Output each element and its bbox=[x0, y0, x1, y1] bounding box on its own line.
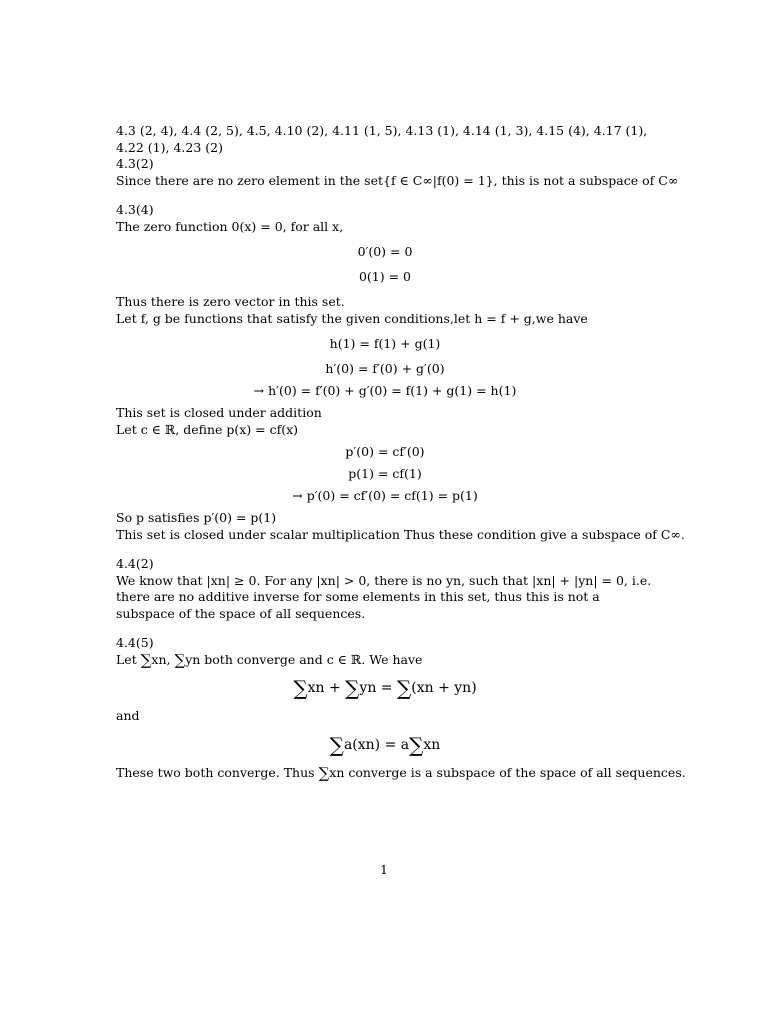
document-body bbox=[116, 123, 686, 782]
equation-h-implication: → h′(0) = f′(0) + g′(0) = f(1) + g(1) = h(1) bbox=[253, 383, 517, 398]
sigma-symbol: ∑ bbox=[409, 732, 424, 757]
series-conclusion-text: These two both converge. Thus ∑xn converge is a subspace of the space of all sequences. bbox=[116, 763, 686, 782]
equation-p-derivative: p′(0) = cf′(0) bbox=[345, 444, 425, 459]
sigma-symbol: ∑ bbox=[396, 676, 412, 700]
section-4-4-2-text: We know that |xn| ≥ 0. For any |xn| > 0, there is no yn, such that |xn| + |yn| = 0, i.e. there are no additive inverse for some elements in this set, thus this is not a subspace of the space of all sequences. bbox=[116, 572, 652, 621]
section-4-4-5-heading: 4.4(5) bbox=[116, 635, 154, 650]
section-4-3-2-text: Since there are no zero element in the set{f ∈ C∞|f(0) = 1}, this is not a subspace of C∞ bbox=[116, 172, 679, 188]
sigma-symbol: ∑ bbox=[345, 676, 360, 700]
equation-series-sum: ∑xn + ∑yn = ∑(xn + yn) bbox=[293, 676, 477, 700]
addition-intro-text: Let f, g be functions that satisfy the given conditions,let h = f + g,we have bbox=[116, 310, 588, 326]
section-4-3-2-heading: 4.3(2) bbox=[116, 156, 154, 171]
equation-h-derivative: h′(0) = f′(0) + g′(0) bbox=[325, 361, 445, 376]
equation-p-implication: → p′(0) = cf′(0) = cf(1) = p(1) bbox=[292, 488, 478, 503]
sigma-symbol: ∑ bbox=[140, 650, 152, 669]
zero-function-intro: The zero function 0(x) = 0, for all x, bbox=[116, 218, 344, 234]
equation-zero-at-one: 0(1) = 0 bbox=[358, 269, 412, 284]
equation-series-scalar: ∑a(xn) = a∑xn bbox=[329, 732, 441, 757]
section-4-3-4-heading: 4.3(4) bbox=[116, 202, 154, 217]
equation-p-at-one: p(1) = cf(1) bbox=[348, 466, 422, 481]
sigma-symbol: ∑ bbox=[329, 732, 344, 757]
sigma-symbol: ∑ bbox=[293, 676, 308, 700]
section-4-4-2-heading: 4.4(2) bbox=[116, 556, 154, 571]
p-satisfies-text: So p satisfies p′(0) = p(1) bbox=[116, 510, 277, 525]
and-text: and bbox=[116, 708, 140, 723]
sigma-symbol: ∑ bbox=[174, 650, 186, 669]
series-intro-text: Let ∑xn, ∑yn both converge and c ∈ ℝ. We have bbox=[116, 650, 423, 669]
problem-list-line-1: 4.3 (2, 4), 4.4 (2, 5), 4.5, 4.10 (2), 4.11 (1, 5), 4.13 (1), 4.14 (1, 3), 4.15 (4), 4.17 (1), bbox=[116, 123, 648, 138]
problem-list-line-2: 4.22 (1), 4.23 (2) bbox=[116, 139, 223, 155]
closed-scalar-text: This set is closed under scalar multiplication Thus these condition give a subspace of C∞. bbox=[116, 526, 685, 542]
zero-vector-text: Thus there is zero vector in this set. bbox=[116, 294, 345, 309]
sigma-symbol: ∑ bbox=[318, 763, 330, 782]
scalar-intro-text: Let c ∈ ℝ, define p(x) = cf(x) bbox=[116, 421, 299, 437]
page-number: 1 bbox=[380, 862, 388, 877]
closed-addition-text: This set is closed under addition bbox=[116, 405, 322, 420]
equation-h-at-one: h(1) = f(1) + g(1) bbox=[329, 336, 441, 351]
equation-zero-derivative: 0′(0) = 0 bbox=[357, 244, 413, 259]
